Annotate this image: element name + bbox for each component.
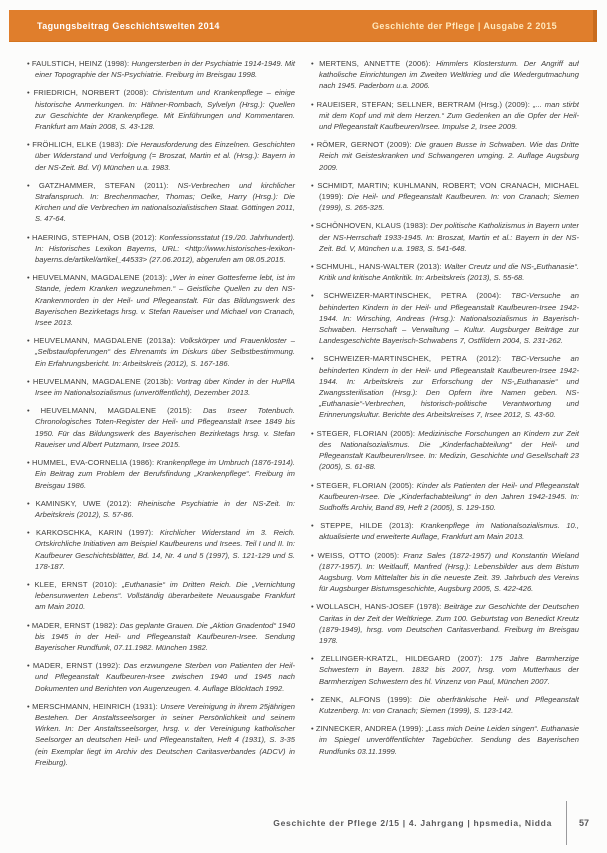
bullet-icon: • (311, 724, 316, 734)
reference-entry (27, 527, 295, 572)
reference-author: STEGER, FLORIAN (2005): (316, 480, 417, 490)
reference-entry (27, 232, 295, 266)
bullet-icon: • (27, 620, 32, 630)
reference-entry (27, 660, 295, 694)
bullet-icon: • (27, 140, 33, 150)
column-right (311, 58, 579, 800)
reference-author: HUMMEL, EVA-CORNELIA (1986): (32, 458, 157, 468)
reference-author: KARKOSCHKA, KARIN (1997): (36, 528, 160, 538)
reference-author: SCHMIDT, MARTIN; KUHLMANN, ROBERT; VON CRANACH, MICHAEL (1999): (317, 180, 579, 202)
bullet-icon: • (311, 180, 318, 190)
bullet-icon: • (27, 273, 33, 283)
reference-entry (311, 353, 579, 420)
bullet-icon: • (311, 140, 317, 150)
footer-divider (566, 801, 567, 845)
reference-title: Walter Creutz und die NS-„Euthanasie“. Kritik und kritische Antikritik. In: Arbeitskreis (2013), S. 55-68. (319, 262, 579, 283)
page-footer (273, 801, 607, 845)
bullet-icon: • (311, 694, 321, 704)
reference-author: FAULSTICH, HEINZ (1998): (31, 59, 132, 68)
header-journal-issue: Geschichte der Pflege | Ausgabe 2 2015 (372, 20, 557, 31)
reference-author: WOLLASCH, HANS-JOSEF (1978): (316, 602, 445, 612)
reference-author: HEUVELMANN, MAGDALENE (2013b): (32, 376, 177, 386)
reference-entry (311, 480, 579, 514)
reference-author: WEISS, OTTO (2005): (317, 550, 404, 560)
reference-title: Die grauen Busse in Schwaben. Wie das Dritte Reich mit Geisteskranken und Schwangeren umging. 2. Auflage Augsburg 2009. (319, 140, 579, 172)
reference-title: Das geplante Grauen. Die „Aktion Gnadentod“ 1940 bis 1945 in der Heil- und Pflegeanstalt Kaufbeuren-Irsee. Sendung Bayerischer Rundfunk, 07.11.1982. München 1982. (35, 620, 295, 652)
reference-entry (27, 58, 295, 80)
reference-entry (311, 220, 579, 254)
reference-author: SCHWEIZER-MARTINSCHEK, PETRA (2012): (323, 354, 512, 364)
bullet-icon: • (27, 180, 39, 190)
reference-entry (27, 457, 295, 491)
bullet-icon: • (311, 99, 317, 109)
reference-title: Franz Sales (1872-1957) und Konstantin Wieland (1877-1957). In: Weitlauff, Manfred (Hrsg.): Lebensbilder aus dem Bistum Augsburg. Vom Mittelalter bis in die neueste Zeit. 39. Jahrbuch des Vereins für Augsburger Bistumsgeschichte, Augsburg 2005, S. 422-426. (319, 550, 579, 594)
bullet-icon: • (311, 221, 316, 231)
reference-author: RAUEISER, STEFAN; SELLNER, BERTRAM (Hrsg.) (2009): (316, 99, 533, 109)
bullet-icon: • (27, 528, 37, 538)
reference-entry (311, 261, 579, 283)
reference-entry (311, 58, 579, 92)
reference-entry (27, 620, 295, 654)
reference-title: Das erzwungene Sterben von Patienten der Heil- und Pflegeanstalt Kaufbeuren-Irsee zwischen 1940 und 1945 nach Dokumenten und Berichten von Augenzeugen. 4. Auflage Blöcktach 1992. (35, 661, 295, 693)
bullet-icon: • (27, 88, 34, 98)
reference-author: GATZHAMMER, STEFAN (2011): (38, 180, 178, 190)
reference-title: Krankenpflege im Umbruch (1876-1914). Ein Beitrag zum Problem der Berufsfindung „Krankenpflege“. Freiburg im Breisgau 1986. (35, 458, 296, 490)
reference-entry (311, 520, 579, 542)
reference-author: KAMINSKY, UWE (2012): (35, 498, 138, 508)
reference-author: MERSCHMANN, HEINRICH (1931): (32, 701, 161, 711)
reference-entry (27, 701, 295, 768)
page-number: 57 (579, 818, 590, 828)
reference-title: NS-Verbrechen und kirchlicher Strafanspruch. In: Brechenmacher, Thomas; Oelke, Harry (Hrsg.): Die Kirchen und die Verbrechen im nationalsozialistischen Staat. Göttingen 2011, S. 47-64. (35, 180, 296, 224)
bullet-icon: • (27, 59, 32, 68)
reference-author: SCHÖNHOVEN, KLAUS (1983): (315, 221, 431, 231)
reference-title: Volkskörper und Frauenkloster – „Selbstaufopferungen“ des Ehrenamts im Diskurs über Selbstbestimmung. Ein Erfahrungsbericht. In: Arbeitskreis (2012), S. 167-186. (35, 336, 295, 368)
bullet-icon: • (311, 59, 320, 68)
reference-title: Hungersterben in der Psychiatrie 1914-1949. Mit einer Topographie der NS-Psychiatrie. Freiburg im Breisgau 1998. (35, 59, 295, 80)
reference-author: SCHMUHL, HANS-WALTER (2013): (316, 262, 445, 272)
bullet-icon: • (311, 521, 321, 531)
reference-title: TBC-Versuche an behinderten Kindern in der Heil- und Pflegeanstalt Kaufbeuren-Irsee 1942-1944. In: Wirsching, Andreas (Hrsg.): Nationalsozialismus in Bayerisch-Schwaben. Herrschaft – Verwaltung – Kultur. Augsburger Beiträge zur Landesgeschichte Bayerisch-Schwabens 7, Ostfildern 2004, S. 231-262. (319, 291, 579, 346)
reference-entry (27, 579, 295, 613)
reference-author: HEUVELMANN, MAGDALENE (2013a): (33, 336, 180, 346)
bullet-icon: • (311, 602, 317, 612)
reference-author: STEPPE, HILDE (2013): (320, 521, 421, 531)
reference-entry (311, 99, 579, 133)
bullet-icon: • (311, 428, 317, 438)
reference-entry (27, 180, 295, 225)
reference-author: MERTENS, ANNETTE (2006): (319, 59, 437, 68)
reference-title: TBC-Versuche an behinderten Kindern in der Heil- und Pflegeanstalt Kaufbeuren-Irsee 1942-1944. In: Arbeitskreis zur Erforschung der NS-„Euthanasie“ und Zwangssterilisation (Hrsg.): Den Opfern ihre Namen geben. NS-„Euthanasie“-Verbrechen, historisch-politische Verantwortung und Erinnerungskultur. Berichte des Arbeitskreises 7, Irsee 2012, S. 43-60. (319, 354, 579, 420)
bullet-icon: • (311, 354, 324, 364)
bullet-icon: • (27, 701, 33, 711)
reference-title: Medizinische Forschungen an Kindern zur Zeit des Nationalsozialismus. Die „Kinderfachabteilung“ der Heil- und Pflegeanstalt Kaufbeuren/Irsee. In: Medizin, Geschichte und Gesellschaft 23 (2005), S. 61-88. (319, 428, 579, 472)
column-left (27, 58, 295, 800)
reference-title: Rheinische Psychiatrie in der NS-Zeit. In: Arbeitskreis (2012), S. 57-86. (35, 498, 295, 519)
reference-author: MADER, ERNST (1992): (32, 661, 124, 671)
reference-author: HAERING, STEPHAN, OSB (2012): (32, 232, 160, 242)
reference-title: Die oberfränkische Heil- und Pflegeanstalt Kutzenberg. In: von Cranach; Siemen (1999), S. 123-142. (319, 694, 579, 715)
bullet-icon: • (311, 480, 317, 490)
bibliography (27, 58, 579, 800)
footer-journal-info: Geschichte der Pflege 2/15 | 4. Jahrgang | hpsmedia, Nidda (273, 818, 552, 828)
reference-entry (311, 723, 579, 757)
reference-entry (311, 180, 579, 214)
reference-title: Kinder als Patienten der Heil- und Pflegeanstalt Kaufbeuren-Irsee. Die „Kinderfachabteilung“ in den Jahren 1942-1945. In: Sudhoffs Archiv, Band 89, Heft 2 (2005), S. 129-150. (319, 480, 579, 512)
reference-entry (27, 87, 295, 132)
reference-entry (27, 272, 295, 328)
reference-entry (27, 139, 295, 173)
reference-author: RÖMER, GERNOT (2009): (316, 140, 415, 150)
reference-title: „... man stirbt mit dem Kopf und mit dem Herzen.“ Zum Gedenken an die Opfer der Heil- und Pflegeanstalt Kaufbeuren/Irsee. Impulse 2, Irsee 2009. (319, 99, 579, 132)
reference-author: HEUVELMANN, MAGDALENE (2015): (40, 406, 203, 416)
reference-author: KLEE, ERNST (2010): (34, 579, 122, 589)
reference-author: FRÖHLICH, ELKE (1983): (32, 140, 127, 150)
reference-title: Konfessionsstatut (19./20. Jahrhundert). In: Historisches Lexikon Bayerns, URL: <http://www.historisches-lexikon-bayerns.de/artikel/artikel_44533> (27.06.2012), abgerufen am 08.05.2015. (35, 232, 295, 265)
reference-entry (311, 139, 579, 173)
bullet-icon: • (27, 232, 33, 242)
reference-title: Vortrag über Kinder in der HuPflA Irsee im Nationalsozialismus (unveröffentlicht), Dezember 2013. (35, 376, 295, 398)
reference-entry (27, 335, 295, 369)
reference-entry (311, 694, 579, 716)
reference-title: „Euthanasie“ im Dritten Reich. Die „Vernichtung lebensunwerten Lebens“. Vollständig überarbeitete Neuausgabe Frankfurt am Main 2010. (35, 579, 295, 612)
reference-author: STEGER, FLORIAN (2005): (316, 428, 419, 438)
bullet-icon: • (27, 336, 34, 346)
reference-entry (311, 601, 579, 646)
reference-entry (27, 498, 295, 520)
reference-entry (311, 550, 579, 595)
reference-title: Christentum und Krankenpflege – einige historische Anmerkungen. In: Hähner-Rombach, Sylvelyn (Hrsg.): Quellen zur Geschichte der Krankenpflege. Mit Einführungen und Kommentaren. Frankfurt am Main 2008, S. 43-128. (35, 88, 295, 132)
reference-author: ZENK, ALFONS (1999): (320, 694, 419, 704)
reference-author: FRIEDRICH, NORBERT (2008): (33, 88, 153, 98)
reference-author: ZELLINGER-KRATZL, HILDEGARD (2007): (320, 654, 490, 664)
reference-title: „Lass mich Deine Leiden singen“. Euthanasie im Spiegel unveröffentlichter Tagebücher. Sendung des Bayerischen Rundfunks 03.11.1999. (319, 724, 579, 756)
header-article-category: Tagungsbeitrag Geschichtswelten 2014 (37, 20, 220, 31)
reference-entry (27, 405, 295, 450)
reference-entry (311, 290, 579, 346)
reference-title: 175 Jahre Barmherzige Schwestern in Bayern. 1832 bis 2007, hrsg. vom Mutterhaus der Barmherzigen Schwestern des hl. Vinzenz von Paul, München 2007. (319, 654, 579, 686)
reference-author: HEUVELMANN, MAGDALENE (2013): (32, 273, 171, 283)
reference-title: Krankenpflege im Nationalsozialismus. 10., aktualisierte und erweiterte Auflage, Frankfurt am Main 2013. (319, 521, 579, 542)
reference-title: Kirchlicher Widerstand im 3. Reich. Ortskirchliche Initiativen am Beispiel Kaufbeurens und Irsees. Teil I und II. In: Kaufbeurer Geschichtsblätter, Bd. 14, Nr. 4 und 5 (1997), S. 121-129 und S. 178-187. (35, 528, 295, 571)
bullet-icon: • (311, 291, 324, 301)
reference-entry (311, 428, 579, 473)
bullet-icon: • (311, 654, 321, 664)
reference-title: Die Herausforderung des Einzelnen. Geschichten über Widerstand und Verfolgung (= Broszat, Martin et al. (Hrsg.): Bayern in der NS-Zeit. Bd. VI) München u.a. 1983. (35, 140, 295, 172)
bullet-icon: • (27, 579, 35, 589)
reference-title: „Wer in einer Gottesferne lebt, ist im Stande, jedem Kranken wegzunehmen.“ – Geistliche Quellen zu den NS-Krankenmorden in der Heil- und Pflegeanstalt. Für das Bildungswerk des Bayerischen Bezirketags hrsg. v. Stefan Raueiser und Michael von Cranach, Irsee 2013. (35, 273, 295, 328)
reference-title: Der politische Katholizismus in Bayern unter der NS-Herrschaft 1933-1945. In: Broszat, Martin et al.: Bayern in der NS-Zeit. Bd. V, München u.a. 1983, S. 541-648. (319, 221, 579, 253)
reference-title: Unsere Vereinigung in ihrem 25jährigen Bestehen. Der Anstaltsseelsorger in seiner Persönlichkeit und seinem Wirken. In: Der Anstaltsseelsorger, hrsg. v. der Vereinigung katholischer Seelsorger an deutschen Heil- und Pflegeanstalten, Heft 4 (1931), S. 3-35 (ein Exemplar liegt im Archiv des Deutschen Caritasverbandes (ADCV) in Freiburg). (35, 701, 295, 767)
bullet-icon: • (311, 262, 317, 272)
reference-title: Himmlers Klostersturm. Der Angriff auf katholische Einrichtungen im Zweiten Weltkrieg und die Wiedergutmachung nach 1945. Paderborn u.a. 2006. (319, 59, 579, 91)
reference-author: ZINNECKER, ANDREA (1999): (315, 724, 426, 734)
bullet-icon: • (27, 498, 36, 508)
reference-title: Das Irseer Totenbuch. Chronologisches Toten-Register der Heil- und Pflegeanstalt Irsee 1849 bis 1950. Für das Bildungswerk des Bayerischen Bezirketags hrsg. v. Stefan Raueiser und Albert Putzmann, Irsee 2015. (35, 406, 295, 449)
reference-author: MADER, ERNST (1982): (31, 620, 120, 630)
reference-title: Die Heil- und Pflegeanstalt Kaufbeuren. In: von Cranach; Siemen (1999), S. 265-325. (319, 192, 579, 213)
reference-entry (311, 653, 579, 687)
bullet-icon: • (311, 550, 318, 560)
bullet-icon: • (27, 376, 33, 386)
reference-entry (27, 376, 295, 398)
reference-title: Beiträge zur Geschichte der Deutschen Caritas in der Zeit der Weltkriege. Zum 100. Geburtstag von Benedict Kreutz (1879-1949), hrsg. vom Deutschen Caritasverband. Freiburg im Breisgau 1978. (319, 602, 579, 645)
reference-author: SCHWEIZER-MARTINSCHEK, PETRA (2004): (323, 291, 512, 301)
bullet-icon: • (27, 458, 33, 468)
bullet-icon: • (27, 406, 41, 416)
bullet-icon: • (27, 661, 33, 671)
header-bar (9, 10, 597, 42)
